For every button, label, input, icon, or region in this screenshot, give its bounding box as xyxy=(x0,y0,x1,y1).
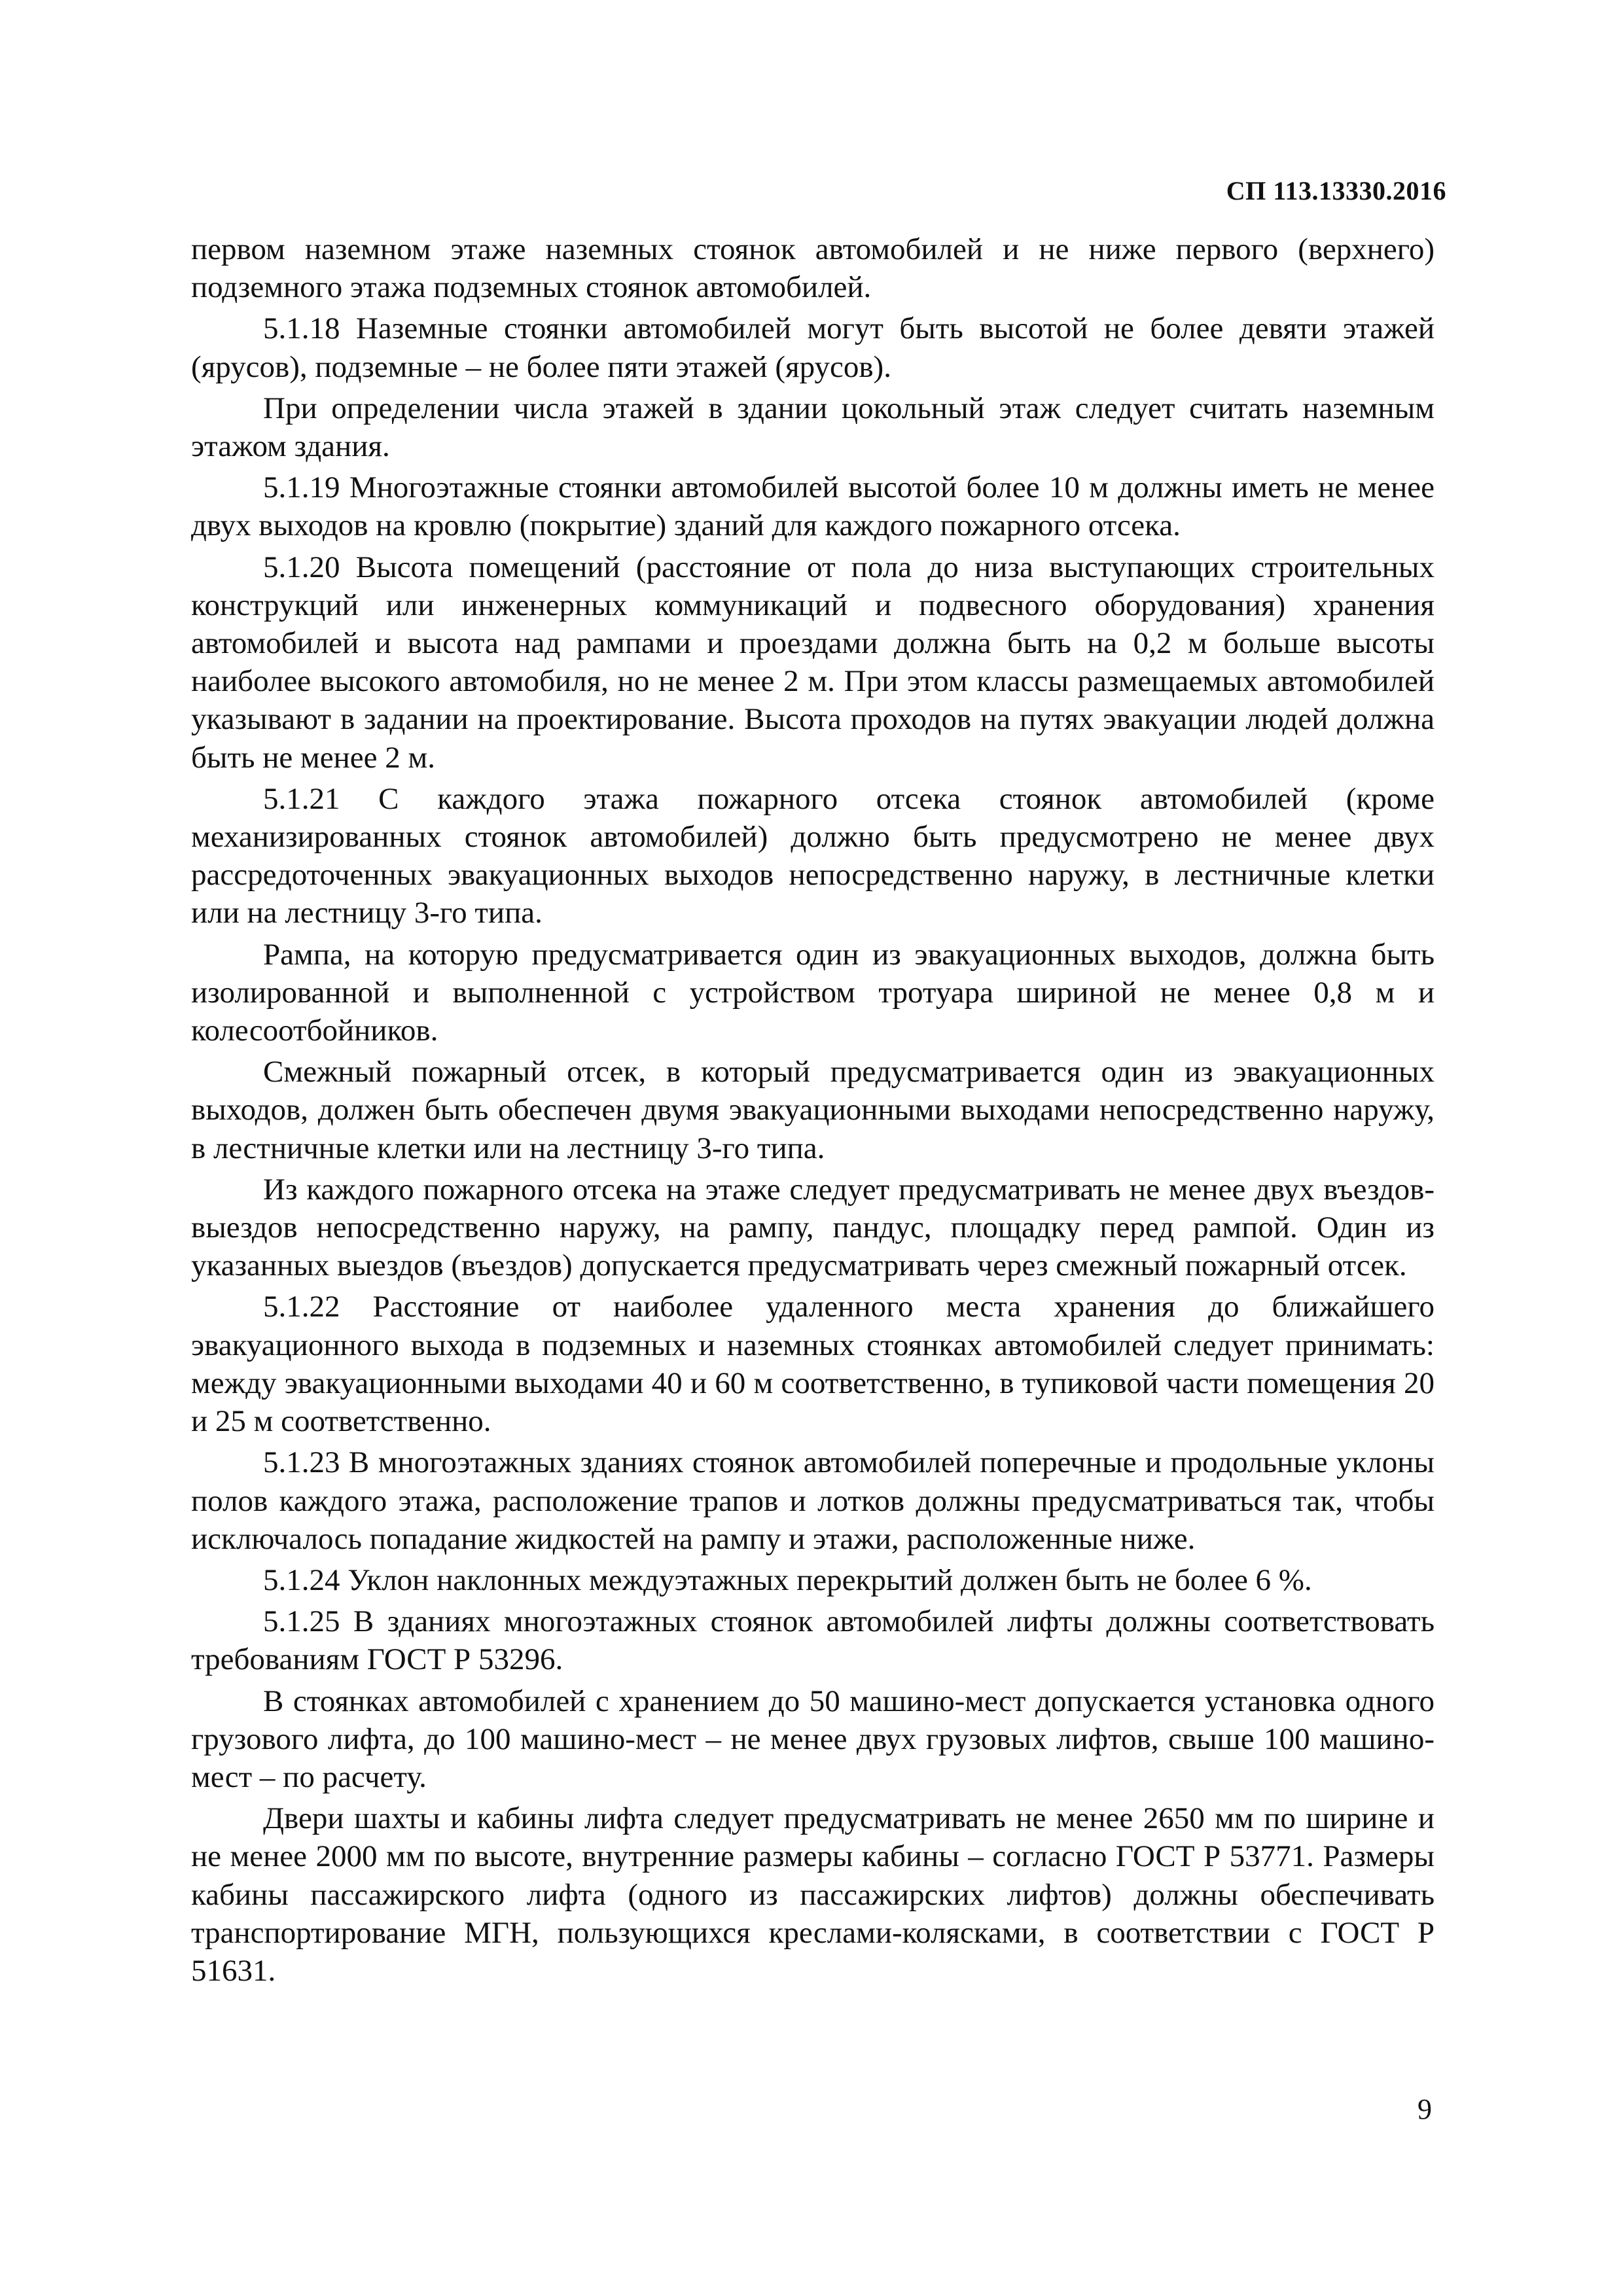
paragraph-entrances-exits: Из каждого пожарного отсека на этаже следует предусматривать не менее двух въездов-выездов непосредственно наружу, на рампу, пандус, площадку перед рампой. Один из указанных выездов (въездов) допускается предусматривать через смежный пожарный отсек. xyxy=(191,1172,1435,1283)
paragraph-5-1-23: 5.1.23 В многоэтажных зданиях стоянок автомобилей поперечные и продольные уклоны полов каждого этажа, расположение трапов и лотков должны предусматриваться так, чтобы исключалось попадание жидкостей на рампу и этажи, расположенные ниже. xyxy=(191,1445,1435,1556)
paragraph-adjacent-compartment: Смежный пожарный отсек, в который предусматривается один из эвакуационных выходов, должен быть обеспечен двумя эвакуационными выходами непосредственно наружу, в лестничные клетки или на лестницу 3-го типа. xyxy=(191,1055,1435,1165)
paragraph-5-1-25: 5.1.25 В зданиях многоэтажных стоянок автомобилей лифты должны соответствовать требованиям ГОСТ Р 53296. xyxy=(191,1604,1435,1677)
document-body xyxy=(191,230,1435,1993)
paragraph-5-1-24: 5.1.24 Уклон наклонных междуэтажных перекрытий должен быть не более 6 %. xyxy=(263,1563,1312,1597)
paragraph-ramp: Рампа, на которую предусматривается один из эвакуационных выходов, должна быть изолированной и выполненной с устройством тротуара шириной не менее 0,8 м и колесоотбойников. xyxy=(191,937,1435,1048)
paragraph-5-1-22: 5.1.22 Расстояние от наиболее удаленного места хранения до ближайшего эвакуационного выхода в подземных и наземных стоянках автомобилей следует принимать: между эвакуационными выходами 40 и 60 м соответственно, в тупиковой части помещения 20 и 25 м соответственно. xyxy=(191,1290,1435,1439)
paragraph-freight-lifts: В стоянках автомобилей с хранением до 50 машино-мест допускается установка одного грузового лифта, до 100 машино-мест – не менее двух грузовых лифтов, свыше 100 машино-мест – по расчету. xyxy=(191,1684,1435,1794)
paragraph-5-1-19: 5.1.19 Многоэтажные стоянки автомобилей высотой более 10 м должны иметь не менее двух выходов на кровлю (покрытие) зданий для каждого пожарного отсека. xyxy=(191,470,1435,543)
paragraph-5-1-18: 5.1.18 Наземные стоянки автомобилей могут быть высотой не более девяти этажей (ярусов), подземные – не более пяти этажей (ярусов). xyxy=(191,311,1435,384)
paragraph-5-1-20: 5.1.20 Высота помещений (расстояние от пола до низа выступающих строительных конструкций или инженерных коммуникаций и подвесного оборудования) хранения автомобилей и высота над рампами и проездами должна быть на 0,2 м больше высоты наиболее высокого автомобиля, но не менее 2 м. При этом классы размещаемых автомобилей указывают в задании на проектирование. Высота проходов на путях эвакуации людей должна быть не менее 2 м. xyxy=(191,550,1435,775)
paragraph-lift-doors: Двери шахты и кабины лифта следует предусматривать не менее 2650 мм по ширине и не менее 2000 мм по высоте, внутренние размеры кабины – согласно ГОСТ Р 53771. Размеры кабины пассажирского лифта (одного из пассажирских лифтов) должны обеспечивать транспортирование МГН, пользующихся креслами-колясками, в соответствии с ГОСТ Р 51631. xyxy=(191,1801,1435,1988)
paragraph-ground-floor-note: При определении числа этажей в здании цокольный этаж следует считать наземным этажом здания. xyxy=(191,391,1435,464)
page-number: 9 xyxy=(1418,2093,1432,2125)
paragraph-5-1-21: 5.1.21 С каждого этажа пожарного отсека стоянок автомобилей (кроме механизированных стоянок автомобилей) должно быть предусмотрено не менее двух рассредоточенных эвакуационных выходов непосредственно наружу, в лестничные клетки или на лестницу 3-го типа. xyxy=(191,781,1435,930)
document-code: СП 113.13330.2016 xyxy=(1226,176,1446,205)
paragraph-continuation: первом наземном этаже наземных стоянок автомобилей и не ниже первого (верхнего) подземного этажа подземных стоянок автомобилей. xyxy=(191,232,1435,305)
